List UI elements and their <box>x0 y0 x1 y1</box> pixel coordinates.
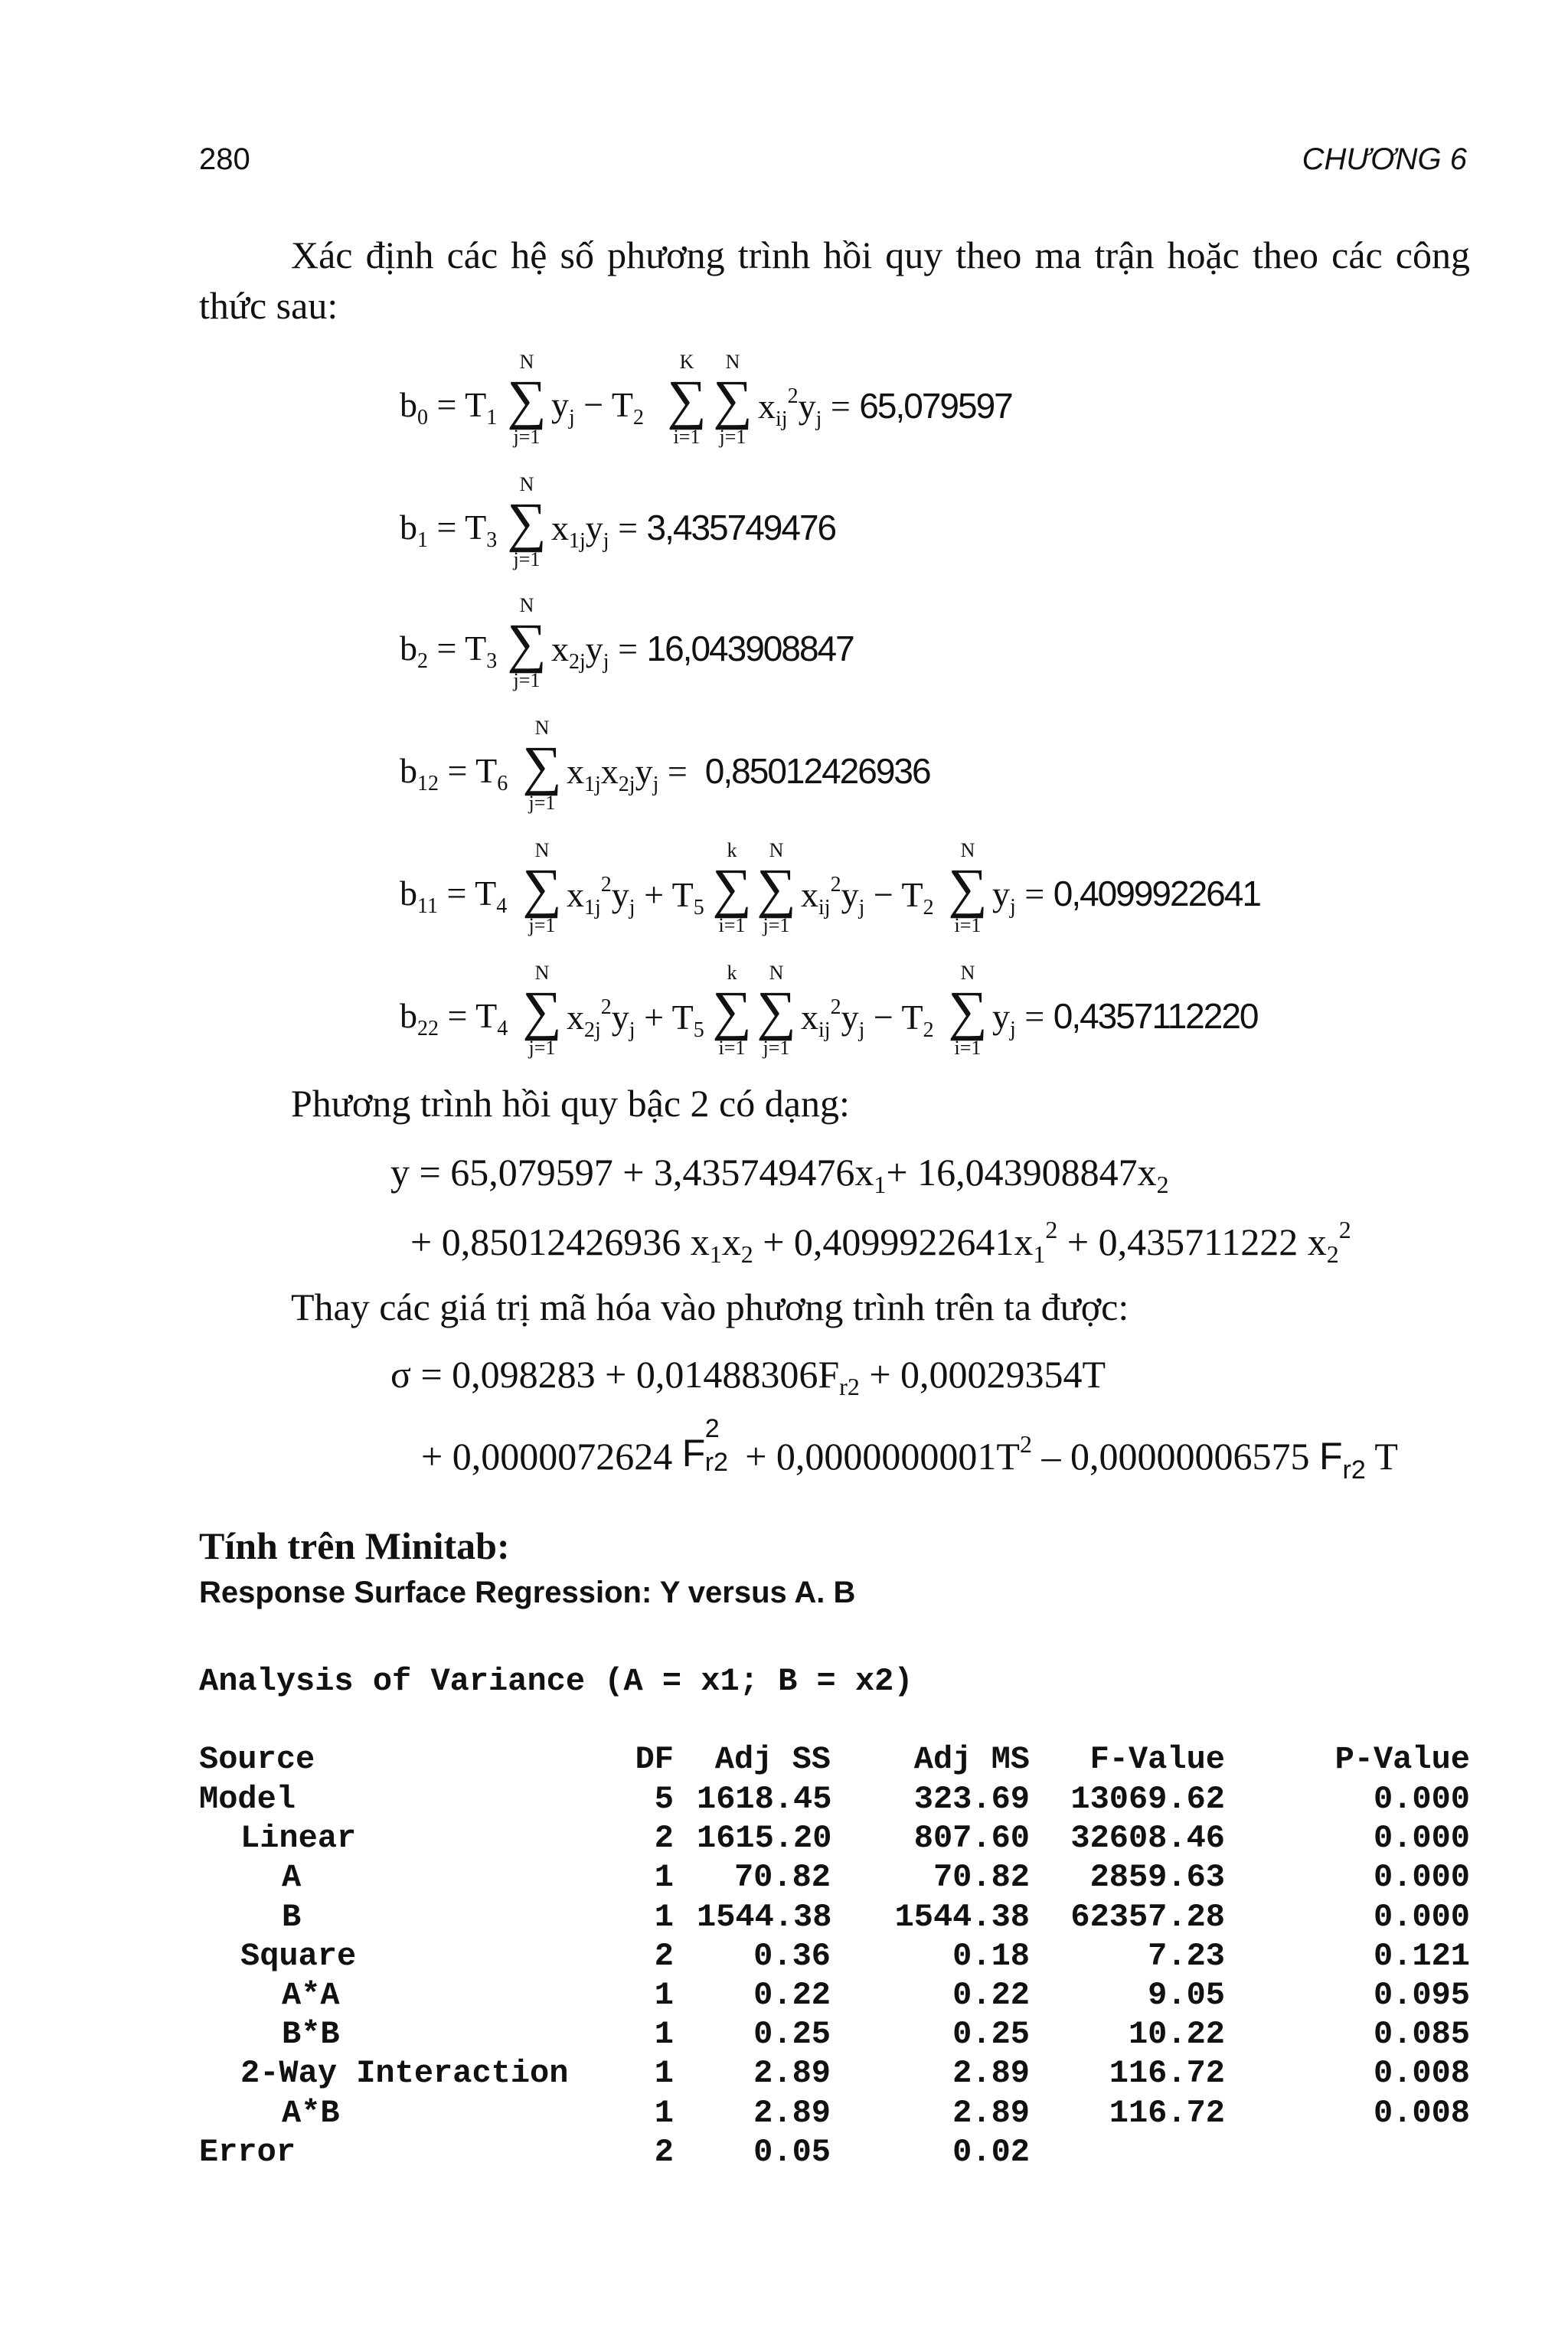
b1-value: 3,435749476 <box>646 508 836 547</box>
value-cell: 0.36 <box>753 1937 831 1975</box>
regression-equation-line2: + 0,85012426936 $x_1x_2 + 0,4099922641x_1^2 + 0,435711222$ $x_2^2$ <box>410 1216 1351 1268</box>
value-cell: 0.05 <box>753 2133 831 2171</box>
source-cell: B <box>282 1898 302 1936</box>
sigma-equation-line2: + 0,0000072624 F 2 r2 + $0,0000000001T^2 - 0,00000006575$ $F_{r2}$ T <box>421 1414 1398 1485</box>
anova-header-row <box>199 1741 1516 1779</box>
summation-symbol: k ∑ i=1 <box>712 962 752 1059</box>
summation-symbol: N ∑ j=1 <box>522 717 562 814</box>
value-cell: 0.085 <box>1373 2016 1470 2053</box>
table-row <box>199 2095 1516 2133</box>
b2-value: 16,043908847 <box>646 629 854 668</box>
source-cell: 2-Way Interaction <box>240 2055 569 2092</box>
value-cell: 10.22 <box>1128 2016 1225 2053</box>
minitab-subheading: Response Surface Regression: Y versus A. B <box>199 1576 856 1609</box>
column-header: P-Value <box>1334 1741 1470 1778</box>
summation-symbol: N ∑ i=1 <box>948 839 988 936</box>
equation-b1: $b_1 = T_3$ N ∑ j=1 $x_{1j}y_j = 3,435749476$ <box>400 467 1395 574</box>
value-cell: 2 <box>654 2133 674 2171</box>
value-cell: 1 <box>654 1898 674 1936</box>
value-cell: 807.60 <box>913 1820 1030 1857</box>
equation-b0: $b_0 = T_1$ N ∑ j=1 $y_j - T_2$ K ∑ i=1 N ∑ j=1 $x_{ij}^2y_j = 65,079597$ <box>400 345 1395 452</box>
value-cell: 1 <box>654 1859 674 1896</box>
value-cell: 70.82 <box>733 1859 831 1896</box>
source-cell: B*B <box>282 2016 340 2053</box>
table-row <box>199 1859 1516 1897</box>
summation-symbol: N ∑ i=1 <box>948 962 988 1059</box>
regression-intro: Phương trình hồi quy bậc 2 có dạng: <box>291 1082 850 1125</box>
value-cell: 0.095 <box>1373 1977 1470 2014</box>
anova-title: Analysis of Variance (A = x1; B = x2) <box>199 1663 913 1700</box>
table-row <box>199 1938 1516 1976</box>
sigma-equation-line1: $\sigma = 0,098283 + 0,01488306F_{r2} + 0,00029354T$ <box>390 1353 1106 1400</box>
source-cell: Linear <box>240 1820 357 1857</box>
chapter-title: CHƯƠNG 6 <box>1302 142 1467 176</box>
source-cell: A*A <box>282 1977 340 2014</box>
summation-symbol: k ∑ i=1 <box>712 839 752 936</box>
value-cell: 9.05 <box>1148 1977 1225 2014</box>
b12-value: 0,85012426936 <box>704 751 930 791</box>
value-cell: 2859.63 <box>1089 1859 1225 1896</box>
value-cell: 0.000 <box>1373 1898 1470 1936</box>
value-cell: 13069.62 <box>1070 1781 1225 1818</box>
minitab-heading: Tính trên Minitab: <box>199 1524 510 1567</box>
source-cell: Square <box>240 1937 357 1975</box>
value-cell: 2 <box>654 1937 674 1975</box>
value-cell: 0.22 <box>952 1977 1030 2014</box>
value-cell: 1544.38 <box>697 1898 832 1936</box>
b0-value: 65,079597 <box>859 386 1012 426</box>
value-cell: 1 <box>654 2055 674 2092</box>
value-cell: 1618.45 <box>697 1781 832 1818</box>
value-cell: 323.69 <box>913 1781 1030 1818</box>
column-header: Source <box>199 1741 315 1778</box>
value-cell: 1615.20 <box>697 1820 832 1857</box>
summation-symbol: N ∑ j=1 <box>507 351 547 448</box>
value-cell: 0.000 <box>1373 1781 1470 1818</box>
value-cell: 1 <box>654 1977 674 2014</box>
b11-value: 0,4099922641 <box>1053 874 1260 913</box>
value-cell: 0.008 <box>1373 2094 1470 2132</box>
table-row <box>199 2016 1516 2054</box>
summation-symbol: N ∑ j=1 <box>756 962 796 1059</box>
value-cell: 0.02 <box>952 2133 1030 2171</box>
table-row <box>199 1899 1516 1937</box>
value-cell: 0.25 <box>952 2016 1030 2053</box>
regression-equation-line1: $y = 65,079597 + 3,435749476x_1+ 16,043908847x_2$ <box>390 1151 1169 1198</box>
value-cell: 7.23 <box>1148 1937 1225 1975</box>
column-header: F-Value <box>1089 1741 1225 1778</box>
table-row <box>199 2134 1516 2172</box>
source-cell: Error <box>199 2133 296 2171</box>
column-header: Adj MS <box>913 1741 1030 1778</box>
summation-symbol: N ∑ j=1 <box>756 839 796 936</box>
summation-symbol: N ∑ j=1 <box>522 839 562 936</box>
value-cell: 2.89 <box>952 2094 1030 2132</box>
value-cell: 5 <box>654 1781 674 1818</box>
table-row <box>199 1820 1516 1858</box>
source-cell: Model <box>199 1781 296 1818</box>
summation-symbol: N ∑ j=1 <box>522 962 562 1059</box>
equation-b2: $b_2 = T_3$ N ∑ j=1 $x_{2j}y_j = 16,043908847$ <box>400 588 1395 695</box>
intro-paragraph: Xác định các hệ số phương trình hồi quy theo ma trận hoặc theo các công thức sau: <box>199 234 1470 327</box>
value-cell: 0.000 <box>1373 1859 1470 1896</box>
value-cell: 0.121 <box>1373 1937 1470 1975</box>
source-cell: A*B <box>282 2094 340 2132</box>
value-cell: 0.25 <box>753 2016 831 2053</box>
value-cell: 0.18 <box>952 1937 1030 1975</box>
value-cell: 2.89 <box>753 2055 831 2092</box>
value-cell: 116.72 <box>1109 2094 1225 2132</box>
column-header: DF <box>635 1741 674 1778</box>
value-cell: 1 <box>654 2016 674 2053</box>
table-row <box>199 1977 1516 2015</box>
value-cell: 2.89 <box>753 2094 831 2132</box>
equation-b22: $b_{22} = T_4$ N ∑ j=1 $x_{2j}^2y_j + T_5$ k ∑ i=1 N ∑ j=1 $x_{ij}^2y_j - T_2$ N ∑ i=1 $y_j = 0,4357112220$ <box>400 956 1395 1063</box>
value-cell: 0.22 <box>753 1977 831 2014</box>
value-cell: 2.89 <box>952 2055 1030 2092</box>
equation-b11: $b_{11} = T_4$ N ∑ j=1 $x_{1j}^2y_j + T_5$ k ∑ i=1 N ∑ j=1 $x_{ij}^2y_j - T_2$ N ∑ i=1 $y_j = 0,4099922641$ <box>400 833 1395 940</box>
column-header: Adj SS <box>714 1741 831 1778</box>
value-cell: 0.000 <box>1373 1820 1470 1857</box>
value-cell: 2 <box>654 1820 674 1857</box>
value-cell: 70.82 <box>933 1859 1030 1896</box>
summation-symbol: K ∑ i=1 <box>667 351 707 448</box>
table-row <box>199 2055 1516 2093</box>
page-number: 280 <box>199 142 250 176</box>
table-row <box>199 1781 1516 1819</box>
value-cell: 1 <box>654 2094 674 2132</box>
summation-symbol: N ∑ j=1 <box>507 473 547 570</box>
value-cell: 0.008 <box>1373 2055 1470 2092</box>
summation-symbol: N ∑ j=1 <box>507 594 547 691</box>
value-cell: 1544.38 <box>894 1898 1030 1936</box>
source-cell: A <box>282 1859 302 1896</box>
value-cell: 62357.28 <box>1070 1898 1225 1936</box>
value-cell: 116.72 <box>1109 2055 1225 2092</box>
summation-symbol: N ∑ j=1 <box>713 351 753 448</box>
equation-b12: $b_{12} = T_6$ N ∑ j=1 $x_{1j}x_{2j}y_j = 0,85012426936$ <box>400 710 1395 818</box>
b22-value: 0,4357112220 <box>1053 996 1258 1036</box>
substitute-intro: Thay các giá trị mã hóa vào phương trình trên ta được: <box>291 1285 1129 1328</box>
value-cell: 32608.46 <box>1070 1820 1225 1857</box>
